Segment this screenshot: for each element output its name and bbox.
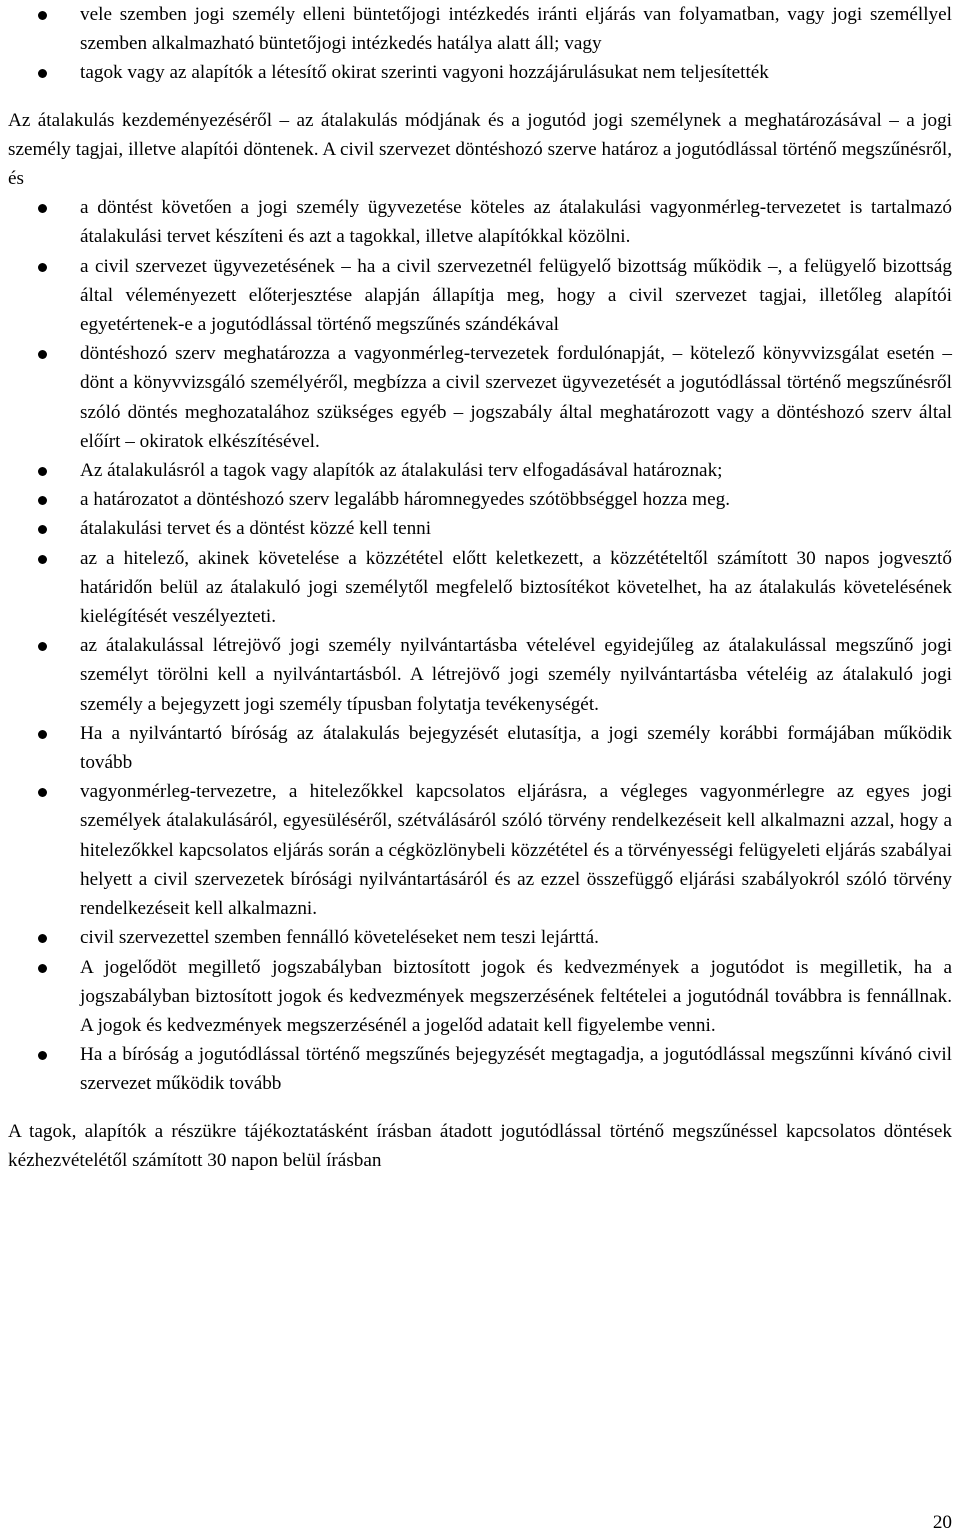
list-item: tagok vagy az alapítók a létesítő okirat szerinti vagyoni hozzájárulásukat nem teljesítették — [8, 58, 952, 87]
list-item: a döntést követően a jogi személy ügyvezetése köteles az átalakulási vagyonmérleg-tervezetet is tartalmazó átalakulási tervet készíteni és azt a tagokkal, illetve alapítókkal közölni. — [8, 193, 952, 251]
intro-paragraph: Az átalakulás kezdeményezéséről ‒ az átalakulás módjának és a jogutód jogi személynek a meghatározásával ‒ a jogi személy tagjai, illetve alapítói döntenek. A civil szervezet döntéshozó szerve határoz a jogutódlással történő megszűnésről, és — [8, 109, 952, 190]
list-item: Ha a bíróság a jogutódlással történő megszűnés bejegyzését megtagadja, a jogutódlással megszűnni kívánó civil szervezet működik tovább — [8, 1040, 952, 1098]
page-number: 20 — [932, 1512, 952, 1533]
list-item: Az átalakulásról a tagok vagy alapítók az átalakulási terv elfogadásával határoznak; — [8, 456, 952, 485]
list-item: vagyonmérleg-tervezetre, a hitelezőkkel kapcsolatos eljárásra, a végleges vagyonmérlegre az egyes jogi személyek átalakulásáról, egyesüléséről, szétválásáról szóló törvény rendelkezéseit kell alkalmazni azzal, hogy a hitelezőkkel kapcsolatos eljárás során a cégközlönybeli közzététel és a törvényességi felügyeleti eljárás szabályai helyett a civil szervezetek bírósági nyilvántartásáról és az ezzel összefüggő eljárási szabályokról szóló törvény rendelkezéseit kell alkalmazni. — [8, 777, 952, 923]
spacer — [8, 1099, 952, 1117]
list-item: átalakulási tervet és a döntést közzé kell tenni — [8, 514, 952, 543]
top-bullet-list — [8, 0, 952, 88]
list-item: civil szervezettel szemben fennálló követeléseket nem teszi lejárttá. — [8, 923, 952, 952]
list-item: döntéshozó szerv meghatározza a vagyonmérleg-tervezetek fordulónapját, ‒ kötelező könyvvizsgálat esetén ‒ dönt a könyvvizsgáló személyéről, megbízza a civil szervezet ügyvezetését a jogutódlással történő megszűnésről szóló döntés meghozatalához szükséges egyéb ‒ jogszabály által meghatározott vagy a döntéshozó szerv által előírt ‒ okiratok elkészítésével. — [8, 339, 952, 456]
main-bullet-list — [8, 193, 952, 1098]
list-item: az átalakulással létrejövő jogi személy nyilvántartásba vételével egyidejűleg az átalakulással megszűnő jogi személyt törölni kell a nyilvántartásból. A létrejövő jogi személy nyilvántartásba vételéig az átalakuló jogi személy a bejegyzett jogi személy típusban folytatja tevékenységét. — [8, 631, 952, 719]
spacer — [8, 88, 952, 106]
list-item: vele szemben jogi személy elleni büntetőjogi intézkedés iránti eljárás van folyamatban, vagy jogi személlyel szemben alkalmazható büntetőjogi intézkedés hatálya alatt áll; vagy — [8, 0, 952, 58]
list-item: A jogelődöt megillető jogszabályban biztosított jogok és kedvezmények a jogutódot is megilletik, ha a jogszabályban biztosított jogok és kedvezmények megszerzésének feltételei a jogutódnál továbbra is fennállnak. A jogok és kedvezmények megszerzésénél a jogelőd adatait kell figyelembe venni. — [8, 953, 952, 1041]
list-item: Ha a nyilvántartó bíróság az átalakulás bejegyzését elutasítja, a jogi személy korábbi formájában működik tovább — [8, 719, 952, 777]
list-item: a határozatot a döntéshozó szerv legalább háromnegyedes szótöbbséggel hozza meg. — [8, 485, 952, 514]
list-item: a civil szervezet ügyvezetésének ‒ ha a civil szervezetnél felügyelő bizottság működik ‒, a felügyelő bizottság által véleményezett előterjesztése alapján állapítja meg, hogy a civil szervezet tagjai, illetőleg alapítói egyetértenek-e a jogutódlással történő megszűnés szándékával — [8, 252, 952, 340]
closing-paragraph: A tagok, alapítók a részükre tájékoztatásként írásban átadott jogutódlással történő megszűnéssel kapcsolatos döntések kézhezvételétől számított 30 napon belül írásban — [8, 1120, 952, 1171]
list-item: az a hitelező, akinek követelése a közzététel előtt keletkezett, a közzétételtől számított 30 napos jogvesztő határidőn belül az átalakuló jogi személytől megfelelő biztosítékot követelhet, ha az átalakulás követelésének kielégítését veszélyezteti. — [8, 544, 952, 632]
